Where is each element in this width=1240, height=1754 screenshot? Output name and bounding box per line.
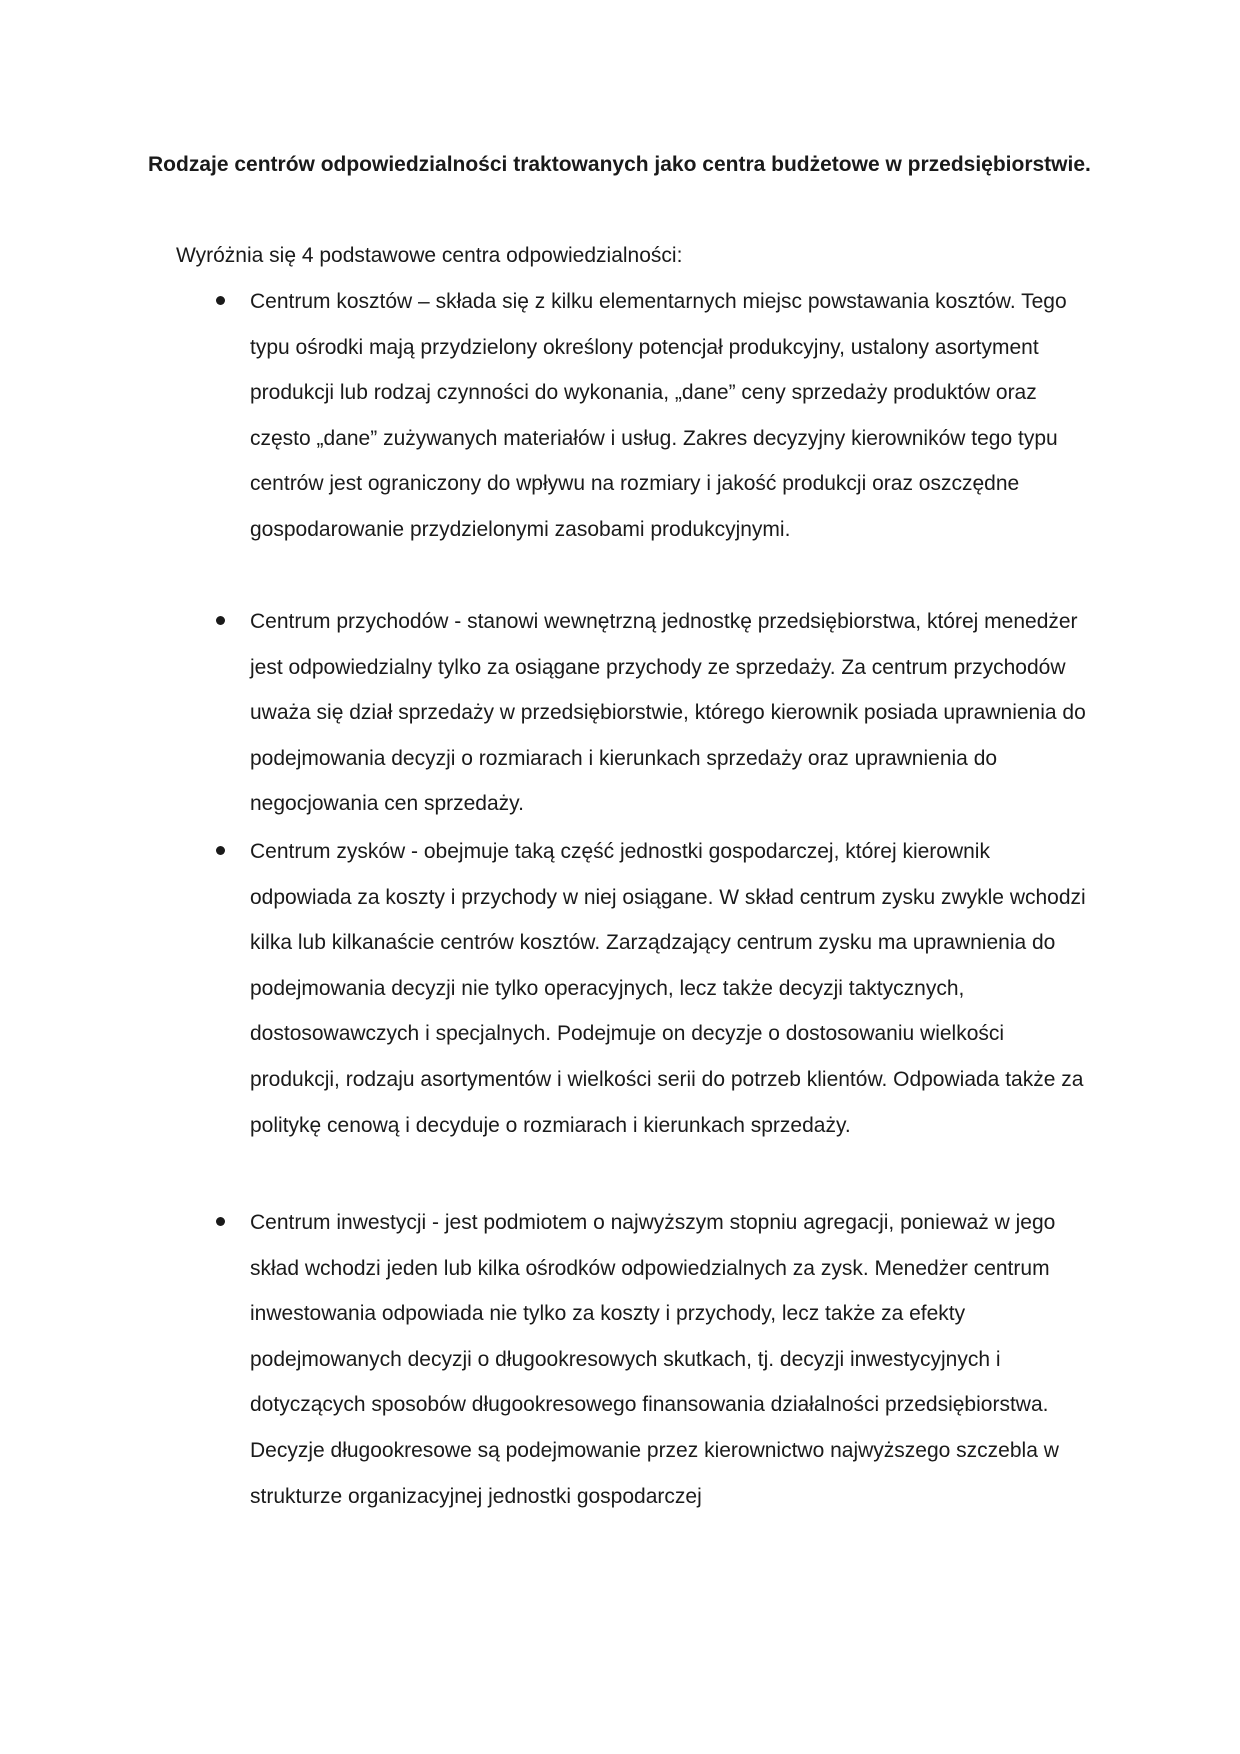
intro-paragraph: Wyróżnia się 4 podstawowe centra odpowiedzialności: [176, 244, 683, 267]
bullet-icon [216, 616, 225, 625]
list-item-text: Centrum inwestycji - jest podmiotem o najwyższym stopniu agregacji, ponieważ w jego skład wchodzi jeden lub kilka ośrodków odpowiedzialnych za zysk. Menedżer centrum inwestowania odpowiada nie tylko za koszty i przychody, lecz także za efekty podejmowanych decyzji o długookresowych skutkach, tj. decyzji inwestycyjnych i dotyczących sposobów długookresowego finansowania działalności przedsiębiorstwa. Decyzje długookresowe są podejmowanie przez kierownictwo najwyższego szczebla w strukturze organizacyjnej jednostki gospodarczej [250, 1211, 1059, 1508]
list-item-revenue-center [250, 599, 1090, 827]
document-heading: Rodzaje centrów odpowiedzialności traktowanych jako centra budżetowe w przedsiębiorstwie. [148, 153, 1091, 176]
list-item-text: Centrum zysków - obejmuje taką część jednostki gospodarczej, której kierownik odpowiada za koszty i przychody w niej osiągane. W skład centrum zysku zwykle wchodzi kilka lub kilkanaście centrów kosztów. Zarządzający centrum zysku ma uprawnienia do podejmowania decyzji nie tylko operacyjnych, lecz także decyzji taktycznych, dostosowawczych i specjalnych. Podejmuje on decyzje o dostosowaniu wielkości produkcji, rodzaju asortymentów i wielkości serii do potrzeb klientów. Odpowiada także za politykę cenową i decyduje o rozmiarach i kierunkach sprzedaży. [250, 840, 1086, 1137]
bullet-icon [216, 846, 225, 855]
list-item-cost-center [250, 279, 1090, 553]
list-item-profit-center [250, 829, 1090, 1148]
bullet-icon [216, 296, 225, 305]
list-item-investment-center [250, 1200, 1090, 1519]
list-item-text: Centrum kosztów – składa się z kilku elementarnych miejsc powstawania kosztów. Tego typu ośrodki mają przydzielony określony potencjał produkcyjny, ustalony asortyment produkcji lub rodzaj czynności do wykonania, „dane” ceny sprzedaży produktów oraz często „dane” zużywanych materiałów i usług. Zakres decyzyjny kierowników tego typu centrów jest ograniczony do wpływu na rozmiary i jakość produkcji oraz oszczędne gospodarowanie przydzielonymi zasobami produkcyjnymi. [250, 290, 1067, 541]
list-item-text: Centrum przychodów - stanowi wewnętrzną jednostkę przedsiębiorstwa, której menedżer jest odpowiedzialny tylko za osiągane przychody ze sprzedaży. Za centrum przychodów uważa się dział sprzedaży w przedsiębiorstwie, którego kierownik posiada uprawnienia do podejmowania decyzji o rozmiarach i kierunkach sprzedaży oraz uprawnienia do negocjowania cen sprzedaży. [250, 610, 1086, 816]
bullet-icon [216, 1217, 225, 1226]
